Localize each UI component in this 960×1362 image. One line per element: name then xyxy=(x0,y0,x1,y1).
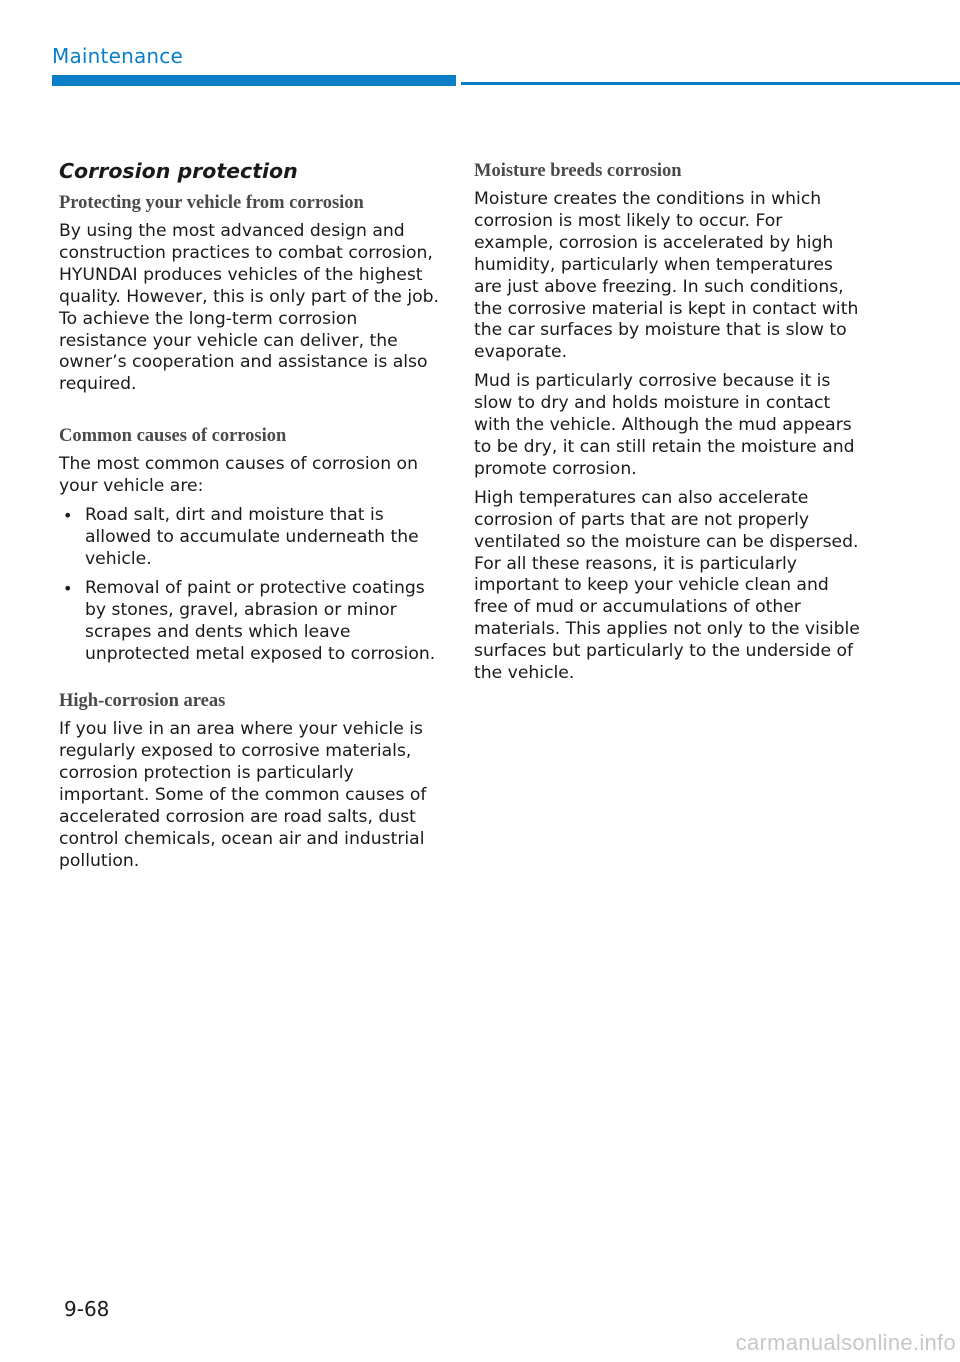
header-rule-thin xyxy=(461,82,960,85)
header-rule-thick xyxy=(52,75,456,86)
subheading-high-corrosion: High-corrosion areas xyxy=(59,691,226,712)
subheading-common-causes: Common causes of corrosion xyxy=(59,426,287,447)
paragraph-common-causes: The most common causes of corrosion on your vehicle are: xyxy=(59,454,418,497)
paragraph-moisture: Moisture creates the conditions in which corrosion is most likely to occur. For example, corrosion is accelerated by high humidity, particularly when temperatures are just above freezing. In such conditions, the corrosive material is kept in contact with the car surfaces by moisture that is slow to evaporate. xyxy=(474,189,859,363)
paragraph-high-corrosion: If you live in an area where your vehicle is regularly exposed to corrosive materials, corrosion protection is particularly important. Some of the common causes of accelerated corrosion are road salts, dust control chemicals, ocean air and industrial pollution. xyxy=(59,719,427,871)
subheading-moisture: Moisture breeds corrosion xyxy=(474,161,682,181)
bullet-icon: • xyxy=(63,506,73,526)
right-column xyxy=(474,160,864,692)
page-header-title: Maintenance xyxy=(52,44,183,68)
spacer xyxy=(59,403,444,425)
bullet-icon: • xyxy=(63,578,73,598)
watermark: carmanualsonline.info xyxy=(735,1330,956,1355)
section-title: Corrosion protection xyxy=(59,159,298,183)
subheading-protecting: Protecting your vehicle from corrosion xyxy=(59,193,364,213)
list-item xyxy=(59,505,444,571)
left-column xyxy=(59,158,444,880)
paragraph-high-temperatures: High temperatures can also accelerate corrosion of parts that are not properly ventilated so the moisture can be dispersed. For all these reasons, it is particularly important to keep your vehicle clean and free of mud or accumulations of other materials. This applies not only to the visible surfaces but particularly to the underside of the vehicle. xyxy=(474,487,860,684)
paragraph-mud: Mud is particularly corrosive because it is slow to dry and holds moisture in contact with the vehicle. Although the mud appears to be dry, it can still retain the moisture and promote corrosion. xyxy=(474,371,855,479)
paragraph-protecting: By using the most advanced design and construction practices to combat corrosion, HYUNDAI produces vehicles of the highest quality. However, this is only part of the job. To achieve the long-term corrosion resistance your vehicle can deliver, the owner’s cooperation and assistance is also required. xyxy=(59,221,439,395)
list-item xyxy=(59,578,444,666)
list-item-text: Removal of paint or protective coatings by stones, gravel, abrasion or minor scrapes and dents which leave unprotected metal exposed to corrosion. xyxy=(85,577,436,664)
causes-list xyxy=(59,505,444,665)
page-number: 9-68 xyxy=(64,1297,110,1321)
list-item-text: Road salt, dirt and moisture that is allowed to accumulate underneath the vehicle. xyxy=(85,505,419,569)
spacer xyxy=(59,672,444,690)
